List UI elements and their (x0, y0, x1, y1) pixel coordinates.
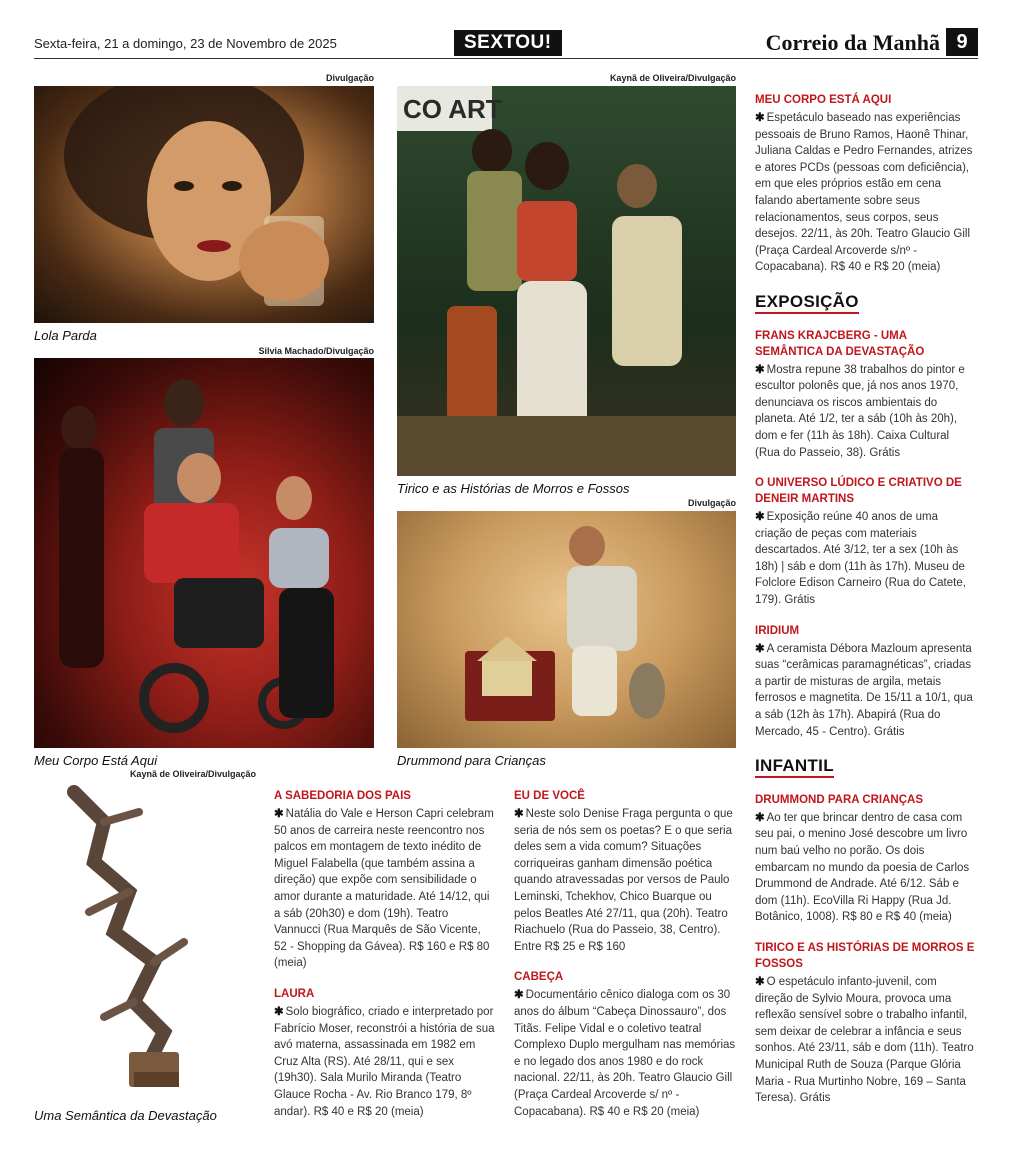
issue-date: Sexta-feira, 21 a domingo, 23 de Novembro de 2025 (34, 36, 337, 51)
listing-title: TIRICO E AS HISTÓRIAS DE MORROS E FOSSOS (755, 941, 975, 970)
listing-text: Solo biográfico, criado e interpretado por Fabrício Moser, reconstrói a história de sua avó materna, assassinada em 1982 em Cruz Alta (RS). Até 28/11, qui e sex (19h30). Sala Murilo Miranda (Teatro Glauce Rocha - Av. Rio Branco 179, 8º andar). R$ 40 e R$ 20 (meia) (274, 1005, 495, 1118)
asterisk-icon: ✱ (274, 1005, 284, 1018)
caption-semantica: Uma Semântica da Devastação (34, 1108, 217, 1123)
listing-text: Documentário cênico dialoga com os 30 anos do álbum “Cabeça Dinossauro”, dos Titãs. Felipe Vidal e o coletivo teatral Complexo Duplo mergulham nas memórias e no legado dos anos 1980 e do rock nacional. 22/11, às 20h. Teatro Glaucio Gill (Praça Cardeal Arcoverde s/ nº - Copacabana). R$ 40 e R$ 20 (meia) (514, 989, 736, 1118)
photo-drummond (397, 511, 736, 748)
listing-text: Neste solo Denise Fraga pergunta o que seria de nós sem os poetas? E o que seria deles sem a vida comum? Situações corriqueiras ganham dimensão poética quando atravessadas por versos de Paulo Leminski, Tchekhov, Chico Buarque ou pelos Beatles Até 27/11, qua (20h). Teatro Riachuelo (Rua do Passeio, 38, Centro). Entre R$ 25 e R$ 160 (514, 808, 733, 953)
section-heading-infantil: INFANTIL (755, 758, 834, 778)
listing-eu-de-voce (514, 788, 736, 955)
photo-lola-parda (34, 86, 374, 323)
asterisk-icon: ✱ (755, 811, 765, 824)
listing-sabedoria (274, 788, 496, 972)
photo-credit-lola: Divulgação (325, 73, 374, 83)
listings-column-2 (514, 788, 736, 1134)
listing-title: LAURA (274, 987, 315, 1000)
listing-text: Natália do Vale e Herson Capri celebram 50 anos de carreira neste reencontro nos palcos em montagem de texto inédito de Miguel Falabella (que também assina a direção) que expõe com sensibilidade o amor durante a maturidade. Até 14/12, qui a sáb (20h30) e dom (19h). Teatro Vannucci (Rua Marquês de São Vicente, 52 - Shopping da Gávea). R$ 160 e R$ 80 (meia) (274, 808, 494, 970)
asterisk-icon: ✱ (755, 112, 765, 124)
photo-tirico (397, 86, 736, 476)
listing-krajcberg (755, 328, 977, 462)
page-number: 9 (946, 28, 978, 56)
listing-text: Mostra repune 38 trabalhos do pintor e escultor polonês que, já nos anos 1970, denunciava os riscos ambientais do planeta. Até 1/2, ter a sáb (10h às 20h), dom e fer (11h às 18h). Caixa Cultural (Rua do Passeio, 38). Grátis (755, 363, 965, 459)
asterisk-icon: ✱ (755, 363, 765, 376)
asterisk-icon: ✱ (514, 808, 524, 820)
photo-credit-semantica: Kaynã de Oliveira/Divulgação (129, 769, 256, 779)
listing-text: Ao ter que brincar dentro de casa com seu pai, o menino José descobre um livro num baú velho no porão. Os dois embarcam no mundo da poesia de Carlos Drummond de Andrade. Até 6/12. Sáb e dom (11h). EcoVilla Ri Happy (Rua Jd. Botânico, 1008). R$ 80 e R$ 40 (meia) (755, 811, 970, 924)
asterisk-icon: ✱ (755, 975, 765, 988)
asterisk-icon: ✱ (514, 989, 524, 1002)
photo-credit-corpo: Silvia Machado/Divulgação (258, 346, 374, 356)
listing-title: CABEÇA (514, 971, 564, 984)
listing-title: DRUMMOND PARA CRIANÇAS (755, 793, 924, 806)
listing-iridium (755, 623, 977, 741)
listing-deneir-martins (755, 475, 977, 609)
listings-column-3 (755, 92, 977, 1121)
masthead: Correio da Manhã (765, 30, 940, 55)
asterisk-icon: ✱ (755, 511, 765, 524)
section-label: SEXTOU! (454, 30, 562, 56)
section-heading-exposicao: EXPOSIÇÃO (755, 294, 859, 314)
listing-laura (274, 986, 496, 1120)
svg-text:CO ART: CO ART (403, 94, 502, 124)
listing-text: O espetáculo infanto-juvenil, com direção de Sylvio Moura, provoca uma reflexão sensível sobre o trabalho infantil, sem deixar de celebrar a infância e seus sonhos. Até 23/11, sáb e dom (11h). Teatro Municipal Ruth de Souza (Parque Glória Maria - Rua Murtinho Nobre, 169 – Santa Teresa). Grátis (755, 975, 974, 1105)
photo-credit-tirico: Kaynã de Oliveira/Divulgação (609, 73, 736, 83)
listing-cabeca (514, 969, 736, 1120)
listings-column-1 (274, 788, 496, 1134)
listing-title: A SABEDORIA DOS PAIS (274, 790, 411, 802)
listing-text: Espetáculo baseado nas experiências pessoais de Bruno Ramos, Haonê Thinar, Juliana Caldas e Pedro Fernandes, atrizes e atores PCDs (pessoas com deficiência), em que eles próprios estão em cena falando abertamente sobre seus relacionamentos, seus corpos, seus desejos. 22/11, às 20h. Teatro Glaucio Gill (Praça Cardeal Arcoverde s/nº - Copacabana). R$ 40 e R$ 20 (meia) (755, 112, 973, 274)
listing-meu-corpo (755, 92, 977, 276)
asterisk-icon: ✱ (274, 808, 284, 820)
listing-title: EU DE VOCÊ (514, 790, 585, 802)
header-rule (34, 58, 978, 59)
caption-lola: Lola Parda (34, 328, 97, 343)
listing-text: A ceramista Débora Mazloum apresenta suas “cerâmicas paramagnéticas”, criadas a partir de misturas de argila, metais ferrosos e magnetita. De 15/11 a 10/1, qua a sáb (12h às 17h). Abapirá (Rua do Mercado, 45 - Centro). Grátis (755, 642, 973, 738)
listing-text: Exposição reúne 40 anos de uma criação de peças com materiais descartados. Até 3/12, ter a sex (10h às 18h) | sáb e dom (11h às 17h). Museu de Folclore Edison Carneiro (Rua do Catete, 179). Grátis (755, 511, 966, 607)
listing-drummond (755, 792, 977, 926)
listing-title: MEU CORPO ESTÁ AQUI (755, 94, 892, 106)
caption-drummond: Drummond para Crianças (397, 753, 546, 768)
caption-corpo: Meu Corpo Está Aqui (34, 753, 158, 768)
listing-title: FRANS KRAJCBERG - UMA SEMÂNTICA DA DEVASTAÇÃO (755, 329, 925, 358)
listing-title: O UNIVERSO LÚDICO E CRIATIVO DE DENEIR MARTINS (755, 477, 962, 506)
photo-sculpture (34, 782, 254, 1102)
page-header (34, 28, 978, 60)
asterisk-icon: ✱ (755, 642, 765, 655)
photo-meu-corpo (34, 358, 374, 748)
listing-tirico (755, 940, 977, 1107)
caption-tirico: Tirico e as Histórias de Morros e Fossos (397, 481, 630, 496)
listing-title: IRIDIUM (755, 624, 800, 637)
photo-credit-drummond: Divulgação (687, 498, 736, 508)
